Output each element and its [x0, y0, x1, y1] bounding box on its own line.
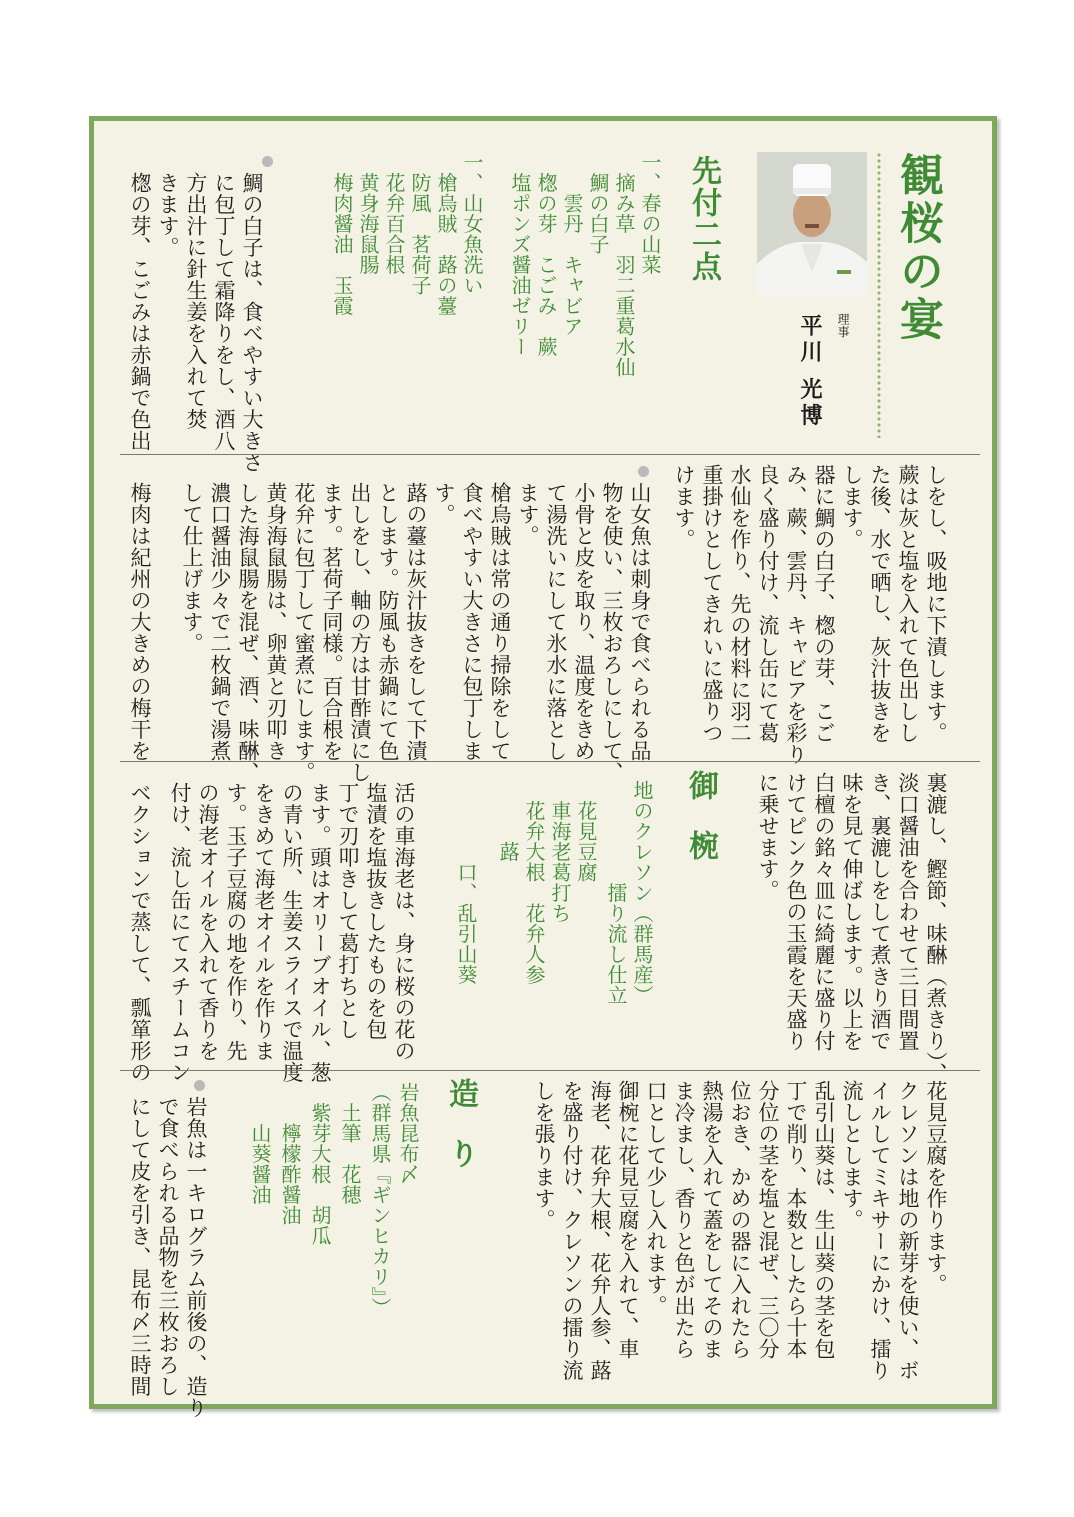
body-line: 器に鯛の白子、楤の芽、こご: [812, 464, 836, 744]
page-title: 観桜の宴: [892, 152, 943, 344]
owan-note-line: ベクションで蒸して、瓢箪形の: [128, 782, 152, 1083]
tsukuri-heading: 造 り: [443, 1078, 478, 1168]
sakizuke-menu-line: 雲丹 キャビア: [560, 152, 584, 337]
body-line: 花見豆腐を作ります。: [924, 1080, 948, 1295]
tsukuri-note-line: で食べられる品物を三枚おろし: [156, 1096, 180, 1397]
body-line: 黄身海鼠腸は、卵黄と刃叩き: [264, 482, 288, 762]
body-line: た後、水で晒し、灰汁抜きを: [868, 464, 892, 744]
body-line: 流しとします。: [840, 1080, 864, 1231]
body-line: とします。防風も赤鍋にて色: [376, 482, 400, 762]
owan-note-line: の海老オイルを入れて香りを: [196, 782, 220, 1062]
body-line: 花弁に包丁して蜜煮にします。: [292, 482, 316, 783]
owan-menu-line: 地のクレソン（群馬産）: [630, 780, 654, 1006]
owan-menu-line: 口、乱引山葵: [454, 780, 478, 985]
body-line: き、裏漉しをして煮きり酒で: [868, 772, 892, 1052]
body-line: に乗せます。: [756, 772, 780, 901]
body-line: イルしてミキサーにかけ、擂り: [868, 1080, 892, 1381]
body-line: す。: [432, 482, 456, 525]
body-line: 口として少し入れます。: [644, 1080, 668, 1317]
body-line: しをし、吸地に下漬します。: [924, 464, 948, 744]
sakizuke-note-line: に包丁して霜降りをし、酒八: [212, 172, 236, 452]
chef-portrait-image: [757, 152, 867, 296]
bullet-icon: [194, 1080, 205, 1091]
body-line: み、蕨、雲丹、キャビアを彩り: [784, 464, 808, 765]
sakizuke-note-line: 方出汁に針生姜を入れて焚: [184, 172, 208, 430]
sakizuke-menu-line: 防風 茗荷子: [408, 152, 432, 296]
body-line: 梅肉は紀州の大きめの梅干を: [128, 482, 152, 762]
sakizuke-menu-line: 摘み草 羽二重葛水仙: [612, 152, 636, 378]
body-line: しを張ります。: [532, 1080, 556, 1231]
body-line: 水仙を作り、先の材料に羽二: [728, 464, 752, 744]
owan-note-line: 付け、流し缶にてスチームコン: [168, 782, 192, 1083]
sakizuke-menu-line: 槍烏賊 蕗の薹: [434, 152, 458, 316]
tsukuri-menu-line: 山葵醤油: [248, 1082, 272, 1205]
body-line: 蕗の薹は灰汁抜きをして下漬: [404, 482, 428, 762]
body-line: 淡口醤油を合わせて三日間置: [896, 772, 920, 1052]
body-line: けます。: [672, 464, 696, 550]
body-line: 小骨と皮を取り、温度をきめ: [572, 482, 596, 762]
tsukuri-note-line: 岩魚は一キログラム前後の、造り: [184, 1096, 208, 1419]
owan-note-line: の青い所、生姜スライスで温度: [280, 782, 304, 1083]
body-line: 良く盛り付け、流し缶にて葛: [756, 464, 780, 744]
sakizuke-menu-line: 鯛の白子: [586, 152, 610, 255]
body-line: した海鼠腸を混ぜ、酒、味醂、: [236, 482, 260, 783]
body-line: 味を見て伸ばします。以上を: [840, 772, 864, 1052]
body-line: 乱引山葵は、生山葵の茎を包: [812, 1080, 836, 1360]
row-divider: [120, 1070, 980, 1071]
row-divider: [120, 454, 980, 455]
bullet-icon: [638, 466, 649, 477]
sakizuke-heading: 先付二点: [686, 155, 721, 283]
owan-note-line: 丁で刃叩きして葛打ちとし: [336, 782, 360, 1040]
owan-note-line: をきめて海老オイルを作りま: [252, 782, 276, 1062]
owan-menu-line: 蕗: [496, 780, 520, 862]
body-line: 位おき、かめの器に入れたら: [728, 1080, 752, 1360]
tsukuri-menu-line: （群馬県『ギンヒカリ』）: [368, 1082, 392, 1318]
body-line: して仕上げます。: [180, 482, 204, 654]
body-line: 蕨は灰と塩を入れて色出しし: [896, 464, 920, 744]
body-line: 御椀に花見豆腐を入れて、車: [616, 1080, 640, 1360]
owan-menu-line: 擂り流し仕立: [604, 780, 628, 1006]
owan-note-line: 塩漬を塩抜きしたものを包: [364, 782, 388, 1040]
owan-menu-line: 花見豆腐: [574, 780, 598, 883]
body-line: ま冷まし、香りと色が出たら: [672, 1080, 696, 1360]
sakizuke-menu-line: 一、山女魚洗い: [460, 152, 484, 296]
body-line: します。: [840, 464, 864, 550]
owan-note-line: す。玉子豆腐の地を作り、先: [224, 782, 248, 1062]
tsukuri-menu-line: 檸檬酢醤油: [278, 1082, 302, 1226]
body-line: クレソンは地の新芽を使い、ボ: [896, 1080, 920, 1381]
sakizuke-menu-line: 一、春の山菜: [638, 152, 662, 275]
tsukuri-menu-line: 土筆 花穂: [338, 1082, 362, 1205]
bullet-icon: [262, 156, 273, 167]
tsukuri-menu-line: 紫芽大根 胡瓜: [308, 1082, 332, 1246]
sakizuke-note-line: 楤の芽、こごみは赤鍋で色出: [128, 172, 152, 452]
sakizuke-note-line: 鯛の白子は、食べやすい大きさ: [240, 172, 264, 473]
sakizuke-menu-line: 塩ポンズ醤油ゼリー: [508, 152, 532, 357]
body-line: 裏漉し、鰹節、味醂（煮きり）、: [924, 772, 948, 1084]
sakizuke-menu-line: 花弁百合根: [382, 152, 406, 275]
body-line: 海老、花弁大根、花弁人参、蕗: [588, 1080, 612, 1381]
dotted-divider: [876, 152, 882, 438]
row-divider: [120, 761, 980, 762]
author-role: 理事: [836, 313, 850, 338]
body-line: 槍烏賊は常の通り掃除をして: [488, 482, 512, 762]
body-line: ます。: [516, 482, 540, 547]
owan-note-line: ます。頭はオリーブオイル、葱: [308, 782, 332, 1083]
owan-note-line: 活の車海老は、身に桜の花の: [392, 782, 416, 1062]
body-line: て湯洗いにして氷水に落とし: [544, 482, 568, 762]
body-line: 熱湯を入れて蓋をしてそのま: [700, 1080, 724, 1360]
sakizuke-menu-line: 黄身海鼠腸: [356, 152, 380, 275]
sakizuke-note-line: きます。: [156, 172, 180, 258]
body-line: 食べやすい大きさに包丁しま: [460, 482, 484, 762]
body-line: 出しをし、軸の方は甘酢漬にし: [348, 482, 372, 783]
body-line: 物を使い、三枚おろしにして、: [600, 482, 624, 783]
body-line: 分位の茎を塩と混ぜ、三〇分: [756, 1080, 780, 1360]
body-line: を盛り付け、クレソンの擂り流: [560, 1080, 584, 1381]
body-line: 重掛けとしてきれいに盛りつ: [700, 464, 724, 744]
owan-menu-line: 花弁大根 花弁人参: [522, 780, 546, 985]
sakizuke-menu-line: 梅肉醤油 玉霞: [330, 152, 354, 316]
owan-heading: 御 椀: [683, 770, 718, 860]
sakizuke-menu-line: 楤の芽 こごみ 蕨: [534, 152, 558, 357]
owan-menu-line: 車海老葛打ち: [548, 780, 572, 924]
tsukuri-menu-line: 岩魚昆布〆: [396, 1082, 420, 1185]
tsukuri-note-line: にして皮を引き、昆布〆三時間: [128, 1096, 152, 1397]
body-line: けてピンク色の玉霞を天盛り: [784, 772, 808, 1052]
body-line: 山女魚は刺身で食べられる品: [628, 482, 652, 762]
body-line: ます。茗荷子同様。百合根を: [320, 482, 344, 762]
author-name: 平川 光博: [797, 314, 822, 430]
body-line: 濃口醤油少々で二枚鍋で湯煮: [208, 482, 232, 762]
body-line: 丁で削り、本数としたら十本: [784, 1080, 808, 1360]
body-line: 白檀の銘々皿に綺麗に盛り付: [812, 772, 836, 1052]
